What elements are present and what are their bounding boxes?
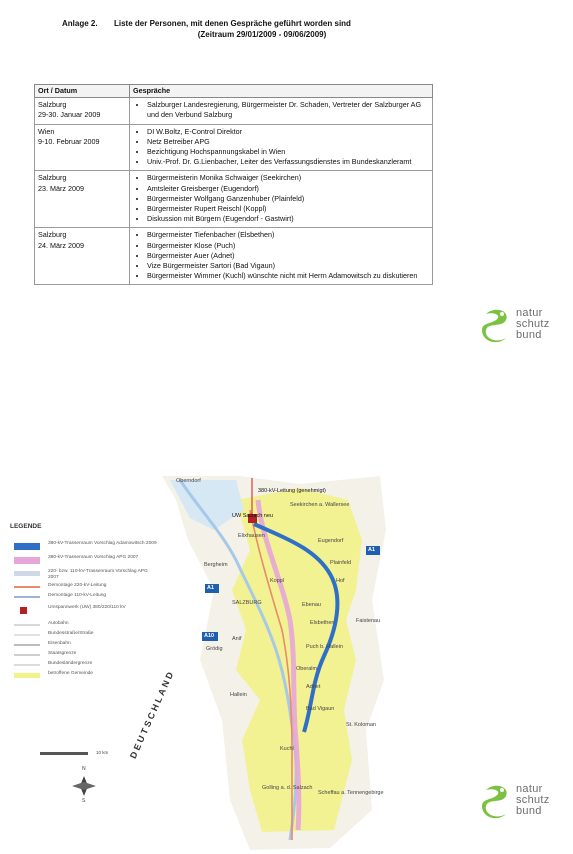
place-label: St. Koloman <box>346 722 376 728</box>
line-label: 380-kV-Leitung (genehmigt) <box>258 488 326 494</box>
place-label: Grödig <box>206 646 223 652</box>
naturschutzbund-logo <box>480 306 570 350</box>
legend-swatch <box>14 664 40 666</box>
legend-swatch <box>14 654 40 656</box>
list-item: • Salzburger Landesregierung, Bürgermeister Dr. Schaden, Vertreter der Salzburger AG und den Verbund Salzburg <box>147 100 429 120</box>
legend-item <box>14 555 164 569</box>
compass-south: S <box>82 798 86 804</box>
place-label: Ebenau <box>302 602 321 608</box>
legend-item <box>14 583 164 593</box>
conversation-cell <box>130 98 433 124</box>
date: 9-10. Februar 2009 <box>38 136 100 146</box>
table-header-row <box>35 85 433 98</box>
legend-label: betroffene Gemeinde <box>48 671 93 676</box>
place-label: Eugendorf <box>318 538 344 544</box>
place-label: Bergheim <box>204 562 228 568</box>
compass-north: N <box>82 766 86 772</box>
legend-item <box>14 593 164 605</box>
place-label: Kuchl <box>280 746 294 752</box>
list-item: • Bürgermeister Rupert Reischl (Koppl) <box>147 204 429 214</box>
place-label: Koppl <box>270 578 285 584</box>
frog-logo-icon <box>480 306 514 346</box>
place-label: SALZBURG <box>232 600 262 606</box>
legend-swatch <box>14 543 40 550</box>
legend-item <box>14 605 164 621</box>
legend-swatch <box>20 607 27 614</box>
annex-label: Anlage 2. <box>62 19 98 28</box>
persons-table <box>34 84 433 285</box>
place: Salzburg <box>38 230 67 240</box>
list-item: • Diskussion mit Bürgern (Eugendorf - Gastwirt) <box>147 214 429 224</box>
legend-item <box>14 621 164 631</box>
logo-line: bund <box>516 329 542 341</box>
place-date-cell <box>35 228 130 285</box>
place-label: Golling a. d. Salzach <box>262 785 313 791</box>
legend-label: 380-kV-Trassenraum Vorschlag APG 2007 <box>48 555 139 560</box>
table-row <box>35 124 433 171</box>
list-item: • DI W.Boltz, E-Control Direktor <box>147 127 429 137</box>
document-title: Liste der Personen, mit denen Gespräche geführt worden sind <box>114 19 351 28</box>
place-label: Oberndorf <box>176 478 201 484</box>
table-row <box>35 228 433 285</box>
logo-text <box>516 784 550 817</box>
map-legend <box>14 541 164 681</box>
place-label: UW Salzach neu <box>232 513 273 519</box>
header-conversations: Gespräche <box>130 85 433 98</box>
place-label: Scheffau a. Tennengebirge <box>318 790 384 796</box>
place-label: Bad Vigaun <box>306 706 335 712</box>
legend-label: Demontage 220-kV-Leitung <box>48 583 107 588</box>
logo-line: natur <box>516 783 543 795</box>
list-item: • Bürgermeister Wolfgang Ganzenhuber (Plainfeld) <box>147 194 429 204</box>
list-item: • Netz Betreiber APG <box>147 137 429 147</box>
place-label: Hof <box>336 578 345 584</box>
legend-title: LEGENDE <box>10 523 42 530</box>
legend-item <box>14 641 164 651</box>
naturschutzbund-logo-bottom <box>480 782 570 826</box>
frog-logo-icon <box>480 782 514 822</box>
list-item: • Vize Bürgermeister Sartori (Bad Vigaun) <box>147 261 429 271</box>
document-period: (Zeitraum 29/01/2009 - 09/06/2009) <box>197 30 327 39</box>
legend-label: 380-kV-Trassenraum Vorschlag Adamowitsch 2009 <box>48 541 157 546</box>
motorway-label: A10 <box>204 633 215 639</box>
scale-label: 10 km <box>96 750 109 755</box>
place: Salzburg <box>38 173 67 183</box>
legend-item <box>14 661 164 671</box>
logo-text <box>516 308 550 341</box>
place-label: Hallein <box>230 692 247 698</box>
legend-swatch <box>14 673 40 678</box>
place-label: Faistenau <box>356 618 381 624</box>
list-item: • Bürgermeister Wimmer (Kuchl) wünschte nicht mit Herrn Adamowitsch zu diskutieren <box>147 271 429 281</box>
table-clip <box>0 0 573 322</box>
conversation-cell <box>130 228 433 285</box>
logo-line: schutz <box>516 794 550 806</box>
legend-item <box>14 541 164 555</box>
legend-item <box>14 651 164 661</box>
list-item: • Univ.-Prof. Dr. G.Lienbacher, Leiter des Verfassungsdienstes im Bundeskanzleramt <box>147 157 429 167</box>
legend-swatch <box>14 557 40 564</box>
table-row <box>35 98 433 124</box>
logo-line: schutz <box>516 318 550 330</box>
legend-swatch <box>14 571 40 576</box>
legend-item <box>14 671 164 681</box>
list-item: • Bezichtigung Hochspannungskabel in Wien <box>147 147 429 157</box>
list-item: • Bürgermeister Klose (Puch) <box>147 241 429 251</box>
legend-swatch <box>14 634 40 636</box>
legend-label: Eisenbahn <box>48 641 71 646</box>
legend-swatch <box>14 586 40 588</box>
legend-label: Staatsgrenze <box>48 651 77 656</box>
legend-label: Demontage 110-kV-Leitung <box>48 593 107 598</box>
place-label: Puch b. Hallein <box>306 644 343 650</box>
legend-item <box>14 569 164 583</box>
table-row <box>35 171 433 228</box>
conversation-cell <box>130 171 433 228</box>
date: 23. März 2009 <box>38 183 84 193</box>
legend-swatch <box>14 624 40 626</box>
place-date-cell <box>35 98 130 124</box>
legend-label: Bundesländergrenze <box>48 661 93 666</box>
date: 29-30. Januar 2009 <box>38 110 101 120</box>
place-label: Oberalm <box>296 666 318 672</box>
list-item: • Bürgermeisterin Monika Schwaiger (Seekirchen) <box>147 173 429 183</box>
logo-line: natur <box>516 307 543 319</box>
place: Salzburg <box>38 100 67 110</box>
legend-label: Bundesstraße/Straße <box>48 631 94 636</box>
legend-label: 220- bzw. 110-kV-Trassenraum Vorschlag APG 2007 <box>48 569 148 580</box>
list-item: • Amtsleiter Greisberger (Eugendorf) <box>147 184 429 194</box>
legend-label: Autobahn <box>48 621 69 626</box>
legend-item <box>14 631 164 641</box>
place-label: Elsbethen <box>310 620 335 626</box>
list-item: • Bürgermeister Auer (Adnet) <box>147 251 429 261</box>
header-place-date: Ort / Datum <box>35 85 130 98</box>
logo-line: bund <box>516 805 542 817</box>
date: 24. März 2009 <box>38 240 84 250</box>
place-label: Seekirchen a. Wallersee <box>290 502 350 508</box>
conversation-cell <box>130 124 433 171</box>
place: Wien <box>38 126 55 136</box>
place-label: Adnet <box>306 684 321 690</box>
compass-icon <box>72 776 96 796</box>
place-label: Anif <box>232 636 242 642</box>
motorway-label: A1 <box>368 547 376 553</box>
place-label: Elixhausen <box>238 533 265 539</box>
legend-swatch <box>14 644 40 646</box>
place-date-cell <box>35 124 130 171</box>
legend-label: Umspannwerk (UW) 380/220/110 kV <box>48 605 126 610</box>
country-label: DEUTSCHLAND <box>128 668 177 761</box>
place-label: Plainfeld <box>330 560 352 566</box>
motorway-label: A1 <box>207 585 215 591</box>
place-date-cell <box>35 171 130 228</box>
list-item: • Bürgermeister Tiefenbacher (Elsbethen) <box>147 230 429 240</box>
legend-swatch <box>14 596 40 598</box>
